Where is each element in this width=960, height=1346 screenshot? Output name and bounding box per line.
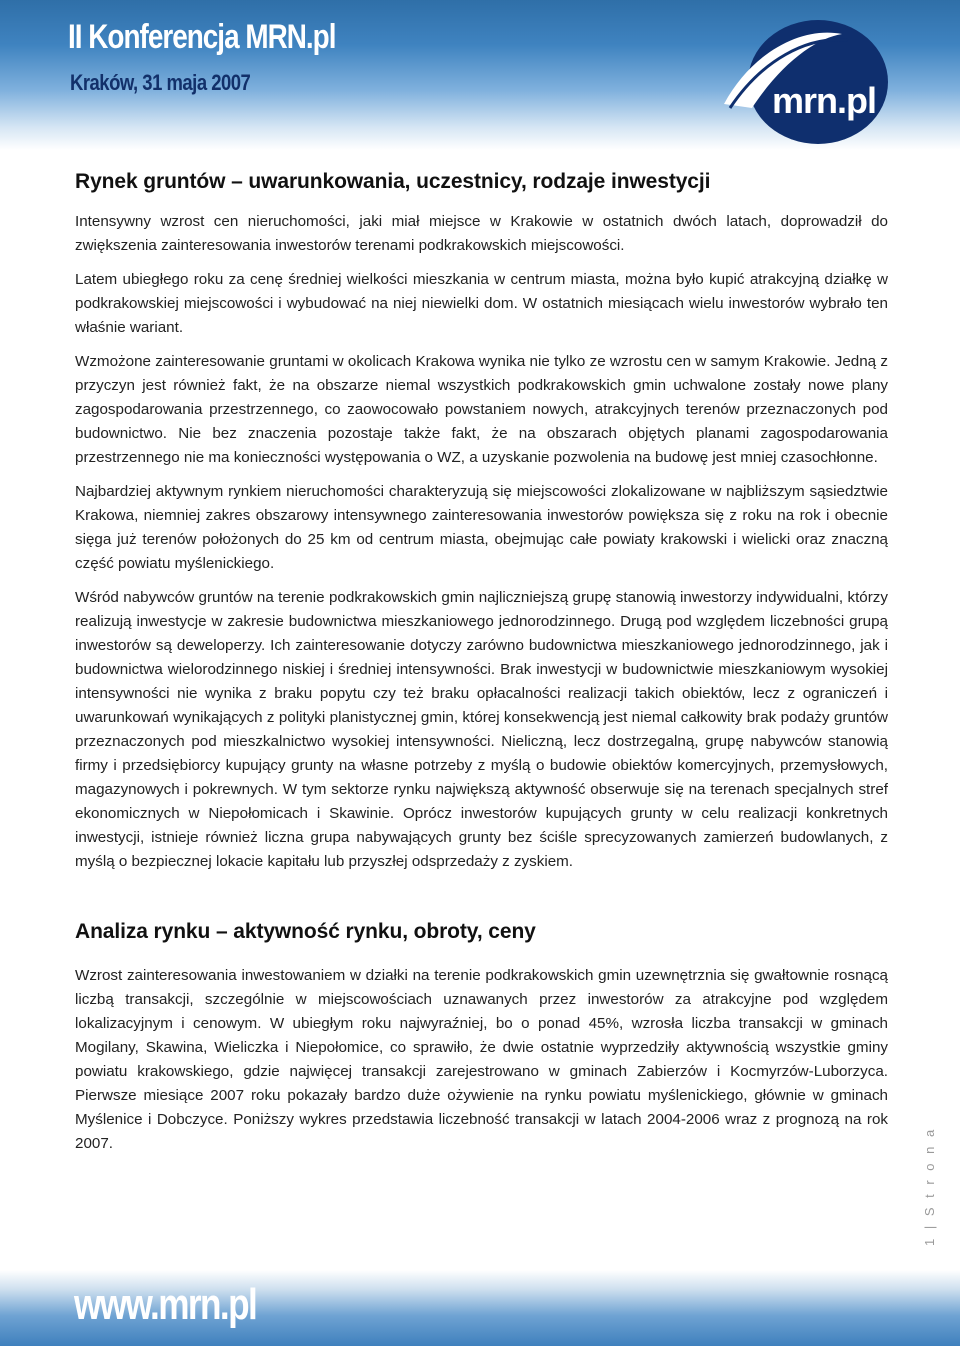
paragraph: Wzrost zainteresowania inwestowaniem w działki na terenie podkrakowskich gmin uzewnętrznia się gwałtownie rosnącą liczbą transakcji, szczególnie w miejscowościach uznawanych przez inwestorów za atrakcyjne pod względem lokalizacyjnym i cenowym. W ubiegłym roku najwyraźniej, bo o ponad 45%, wzrosła liczba transakcji w gminach Mogilany, Skawina, Wieliczka i Niepołomice, co sprawiło, że dwie ostatnie wyprzedziły aktywnością wszystkie gminy powiatu krakowskiego, gdzie najwięcej transakcji zarejestrowano w gminach Zabierzów i Kocmyrzów-Luborzyca. Pierwsze miesiące 2007 roku pokazały bardzo duże ożywienie na rynku powiatu myślenickiego, głównie w gminach Myślenice i Dobczyce. Poniższy wykres przedstawia liczebność transakcji w latach 2004-2006 wraz z prognozą na rok 2007. <box>75 967 888 1152</box>
paragraph: Intensywny wzrost cen nieruchomości, jaki miał miejsce w Krakowie w ostatnich dwóch latach, doprowadził do zwiększenia zainteresowania inwestorów terenami podkrakowskich miejscowości. <box>75 213 888 254</box>
paragraph: Latem ubiegłego roku za cenę średniej wielkości mieszkania w centrum miasta, można było kupić atrakcyjną działkę w podkrakowskiej miejscowości i wybudować na niej niewielki dom. W ostatnich miesiącach wielu inwestorów wybrało ten właśnie wariant. <box>75 271 888 336</box>
paragraph: Najbardziej aktywnym rynkiem nieruchomości charakteryzują się miejscowości zlokalizowane w najbliższym sąsiedztwie Krakowa, niemniej zakres obszarowy intensywnego zainteresowania inwestorów powiększa się z roku na rok i obecnie sięga już terenów położonych do 25 km od centrum miasta, obejmując całe powiaty krakowski i wielicki oraz znaczną część powiatu myślenickiego. <box>75 483 888 572</box>
conference-date: Kraków, 31 maja 2007 <box>70 70 251 95</box>
page-footer <box>0 1270 960 1346</box>
section-heading-market: Rynek gruntów – uwarunkowania, uczestnicy, rodzaje inwestycji <box>75 170 711 193</box>
footer-url: www.mrn.pl <box>74 1280 257 1329</box>
article-body <box>75 170 888 1156</box>
section-heading-analysis: Analiza rynku – aktywność rynku, obroty, ceny <box>75 920 536 943</box>
paragraph: Wśród nabywców gruntów na terenie podkrakowskich gmin najliczniejszą grupę stanowią inwestorzy indywidualni, którzy realizują inwestycje w zakresie budownictwa mieszkaniowego jednorodzinnego. Drugą pod względem liczebności grupą inwestorów są deweloperzy. Ich zainteresowanie dotyczy zarówno budownictwa mieszkaniowego jednorodzinnego, jak i budownictwa wielorodzinnego niskiej i średniej intensywności. Brak inwestycji w budownictwie mieszkaniowym wysokiej intensywności nie wynika z braku popytu czy też braku opłacalności realizacji takich obiektów, lecz z ograniczeń i uwarunkowań wynikających z polityki planistycznej gmin, której konsekwencją jest niemal całkowity brak podaży gruntów przeznaczonych pod mieszkalnictwo wysokiej intensywności. Nieliczną, lecz dostrzegalną, grupę nabywców stanowią firmy i przedsiębiorcy kupujący grunty na własne potrzeby z myślą o budowie obiektów komercyjnych, przemysłowych, magazynowych i pokrewnych. W tym sektorze rynku największą aktywność obserwuje się na terenach specjalnych stref ekonomicznych w Niepołomicach i Skawinie. Oprócz inwestorów kupujących grunty w celu realizacji konkretnych inwestycji, istnieje również liczna grupa nabywających grunty bez ściśle sprecyzowanych zamierzeń budowlanych, z myślą o bezpiecznej lokacie kapitału lub przyszłej odsprzedaży z zyskiem. <box>75 589 888 870</box>
mrn-logo-icon <box>722 12 890 146</box>
paragraph: Wzmożone zainteresowanie gruntami w okolicach Krakowa wynika nie tylko ze wzrostu cen w samym Krakowie. Jedną z przyczyn jest również fakt, że na obszarze niemal wszystkich podkrakowskich gmin uchwalone zostały nowe plany zagospodarowania przestrzennego, co zaowocowało powstaniem nowych, atrakcyjnych terenów przeznaczonych pod budownictwo. Nie bez znaczenia pozostaje także fakt, że na obszarach objętych planami zagospodarowania przestrzennego nie ma konieczności występowania o WZ, a uzyskanie pozwolenia na budowę jest mniej czasochłonne. <box>75 353 888 466</box>
conference-title: II Konferencja MRN.pl <box>68 18 336 56</box>
page-header <box>0 0 960 150</box>
logo-text: mrn.pl <box>772 80 877 121</box>
page-number: 1 | S t r o n a <box>922 1126 937 1246</box>
